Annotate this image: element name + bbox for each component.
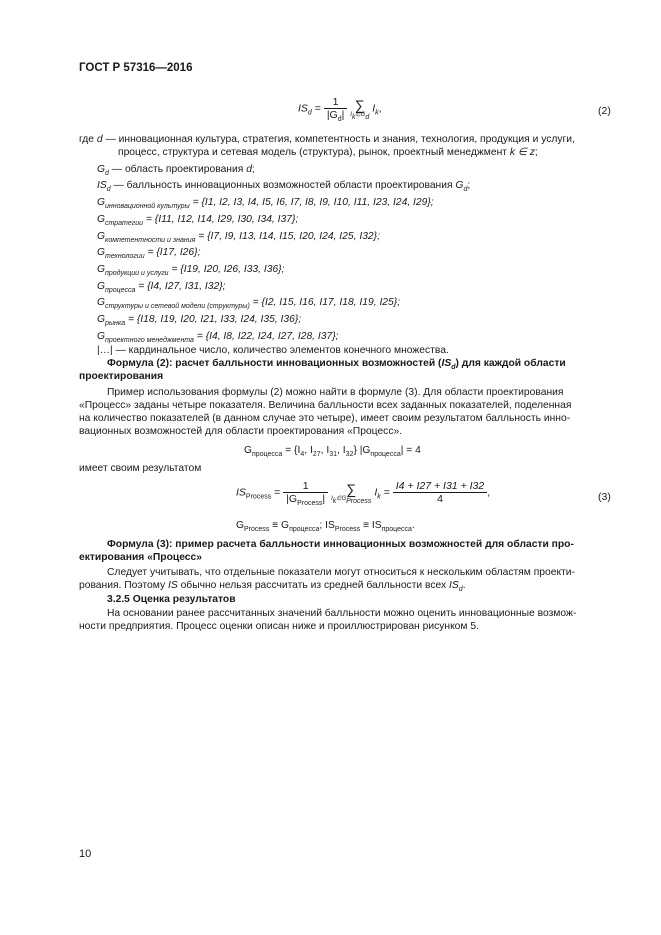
- paragraph-line: Пример использования формулы (2) можно найти в формуле (3). Для области проектирования: [107, 387, 564, 398]
- set-symbol: G: [97, 247, 106, 258]
- set-definition: [97, 213, 298, 226]
- set-subscript: компетентности и знания: [105, 237, 196, 244]
- set-value: = {I18, I19, I20, I21, I33, I24, I35, I36};: [125, 314, 302, 325]
- set-definition: [97, 196, 434, 209]
- set-symbol: G: [97, 297, 106, 308]
- formula-3-equivalence: $G_{Process} \equiv G_{процесса}$; $IS_{Process} \equiv IS_{процесса}$.: [236, 520, 415, 533]
- set-symbol: G: [97, 331, 106, 342]
- paragraph-line: Следует учитывать, что отдельные показатели могут относиться к нескольким областям проекти-: [107, 567, 575, 578]
- set-symbol: G: [97, 281, 106, 292]
- set-subscript: стратегии: [105, 220, 144, 227]
- legend-d-cont: процесс, структура и сетевая модель (структура), рынок, проектный менеджмент k ∈ z;: [118, 147, 538, 158]
- fraction: $\frac{1}{|G_d|}$: [324, 96, 348, 121]
- set-value: = {I11, I12, I14, I29, I30, I34, I37};: [143, 214, 299, 225]
- formula-2-caption-cont: проектирования: [79, 371, 164, 382]
- set-value: = {I7, I9, I13, I14, I15, I20, I24, I25, I32};: [195, 231, 380, 242]
- set-value: = {I17, I26};: [144, 247, 201, 258]
- formula-3-caption: Формула (3): пример расчета балльности инновационных возможностей для области про-: [107, 539, 574, 550]
- standard-header: ГОСТ Р 57316—2016: [79, 62, 193, 74]
- paragraph-line: «Процесс» заданы четыре показателя. Величина балльности всех заданных показателей, поделенная: [79, 400, 572, 411]
- set-subscript: проектного менеджмента: [105, 337, 194, 344]
- set-symbol: G: [97, 214, 106, 225]
- fraction: $\frac{1}{|G_{Process}|}$: [283, 480, 328, 505]
- legend-d: где d — инновационная культура, стратегия, компетентность и знания, технология, продукция и услуги,: [79, 134, 575, 145]
- paragraph-line: ности предприятия. Процесс оценки описан ниже и проиллюстрирован рисунком 5.: [79, 621, 479, 632]
- set-value: = {I4, I8, I22, I24, I27, I28, I37};: [193, 331, 339, 342]
- result-line: имеет своим результатом: [79, 463, 202, 474]
- set-value: = {I1, I2, I3, I4, I5, I6, I7, I8, I9, I10, I11, I23, I24, I29};: [189, 197, 434, 208]
- set-definition: [97, 263, 284, 276]
- set-symbol: G: [97, 314, 106, 325]
- g-process-definition: $G_{процесса} = \{I_4$, $I_{27}$, $I_{31}$, $I_{32}$} $|G_{процесса}| = 4$: [244, 445, 421, 458]
- set-definition: [97, 280, 226, 293]
- sum-symbol: ∑ $I_k\in G_{Process}$: [331, 481, 372, 505]
- set-symbol: G: [97, 264, 106, 275]
- legend-isd: $IS_d$ — балльность инновационных возможностей области проектирования $G_d$;: [97, 180, 471, 193]
- set-definition: [97, 313, 301, 326]
- paragraph-line: на количество показателей (в данном случае это четыре), имеет своим результатом балльность инно-: [79, 413, 571, 424]
- set-subscript: структуры и сетевой модели (структуры): [105, 303, 250, 310]
- set-value: = {I19, I20, I26, I33, I36};: [168, 264, 285, 275]
- set-definition: [97, 246, 200, 259]
- formula-2: $IS_d$ = $\frac{1}{|G_d|}$ ∑ $I_k\in G_d$ $I_k$,: [298, 96, 382, 123]
- set-symbol: G: [97, 231, 106, 242]
- set-subscript: инновационной культуры: [105, 203, 190, 210]
- paragraph-line: На основании ранее рассчитанных значений балльности можно оценить инновационные возмож-: [107, 608, 577, 619]
- set-definition: [97, 230, 380, 243]
- formula-3-number: (3): [598, 491, 611, 503]
- paragraph-line: вационных возможностей для области проектирования «Процесс».: [79, 426, 403, 437]
- set-value: = {I2, I15, I16, I17, I18, I19, I25};: [249, 297, 401, 308]
- set-subscript: рынка: [105, 320, 126, 327]
- legend-gd: $G_d$ — область проектирования d;: [97, 164, 255, 177]
- set-symbol: G: [97, 197, 106, 208]
- sum-symbol: ∑ $I_k\in G_d$: [350, 97, 370, 121]
- section-title: 3.2.5 Оценка результатов: [107, 594, 236, 605]
- set-subscript: процесса: [105, 287, 136, 294]
- set-definition: [97, 330, 339, 343]
- paragraph-line: рования. Поэтому IS обычно нельзя рассчитать из средней балльности всех $IS_d$.: [79, 580, 466, 593]
- fraction: $\frac{I4 + I27 + I31 + I32}{4}$: [393, 480, 487, 505]
- formula-3-caption-cont: ектирования «Процесс»: [79, 552, 202, 563]
- formula-2-caption: Формула (2): расчет балльности инновационных возможностей $(IS_d)$ для каждой области: [107, 358, 566, 371]
- legend-cardinal: |…| — кардинальное число, количество элементов конечного множества.: [97, 345, 449, 356]
- set-subscript: продукции и услуги: [105, 270, 169, 277]
- set-subscript: технологии: [105, 253, 145, 260]
- formula-3: $IS_{Process}$ = $\frac{1}{|G_{Process}|}$ ∑ $I_k\in G_{Process}$ $I_k$ = $\frac{I4 + I27 + I31 + I32}{4}$ ,: [236, 480, 491, 507]
- formula-2-number: (2): [598, 105, 611, 117]
- page-number: 10: [79, 848, 92, 860]
- set-definition: [97, 296, 400, 309]
- set-value: = {I4, I27, I31, I32};: [135, 281, 226, 292]
